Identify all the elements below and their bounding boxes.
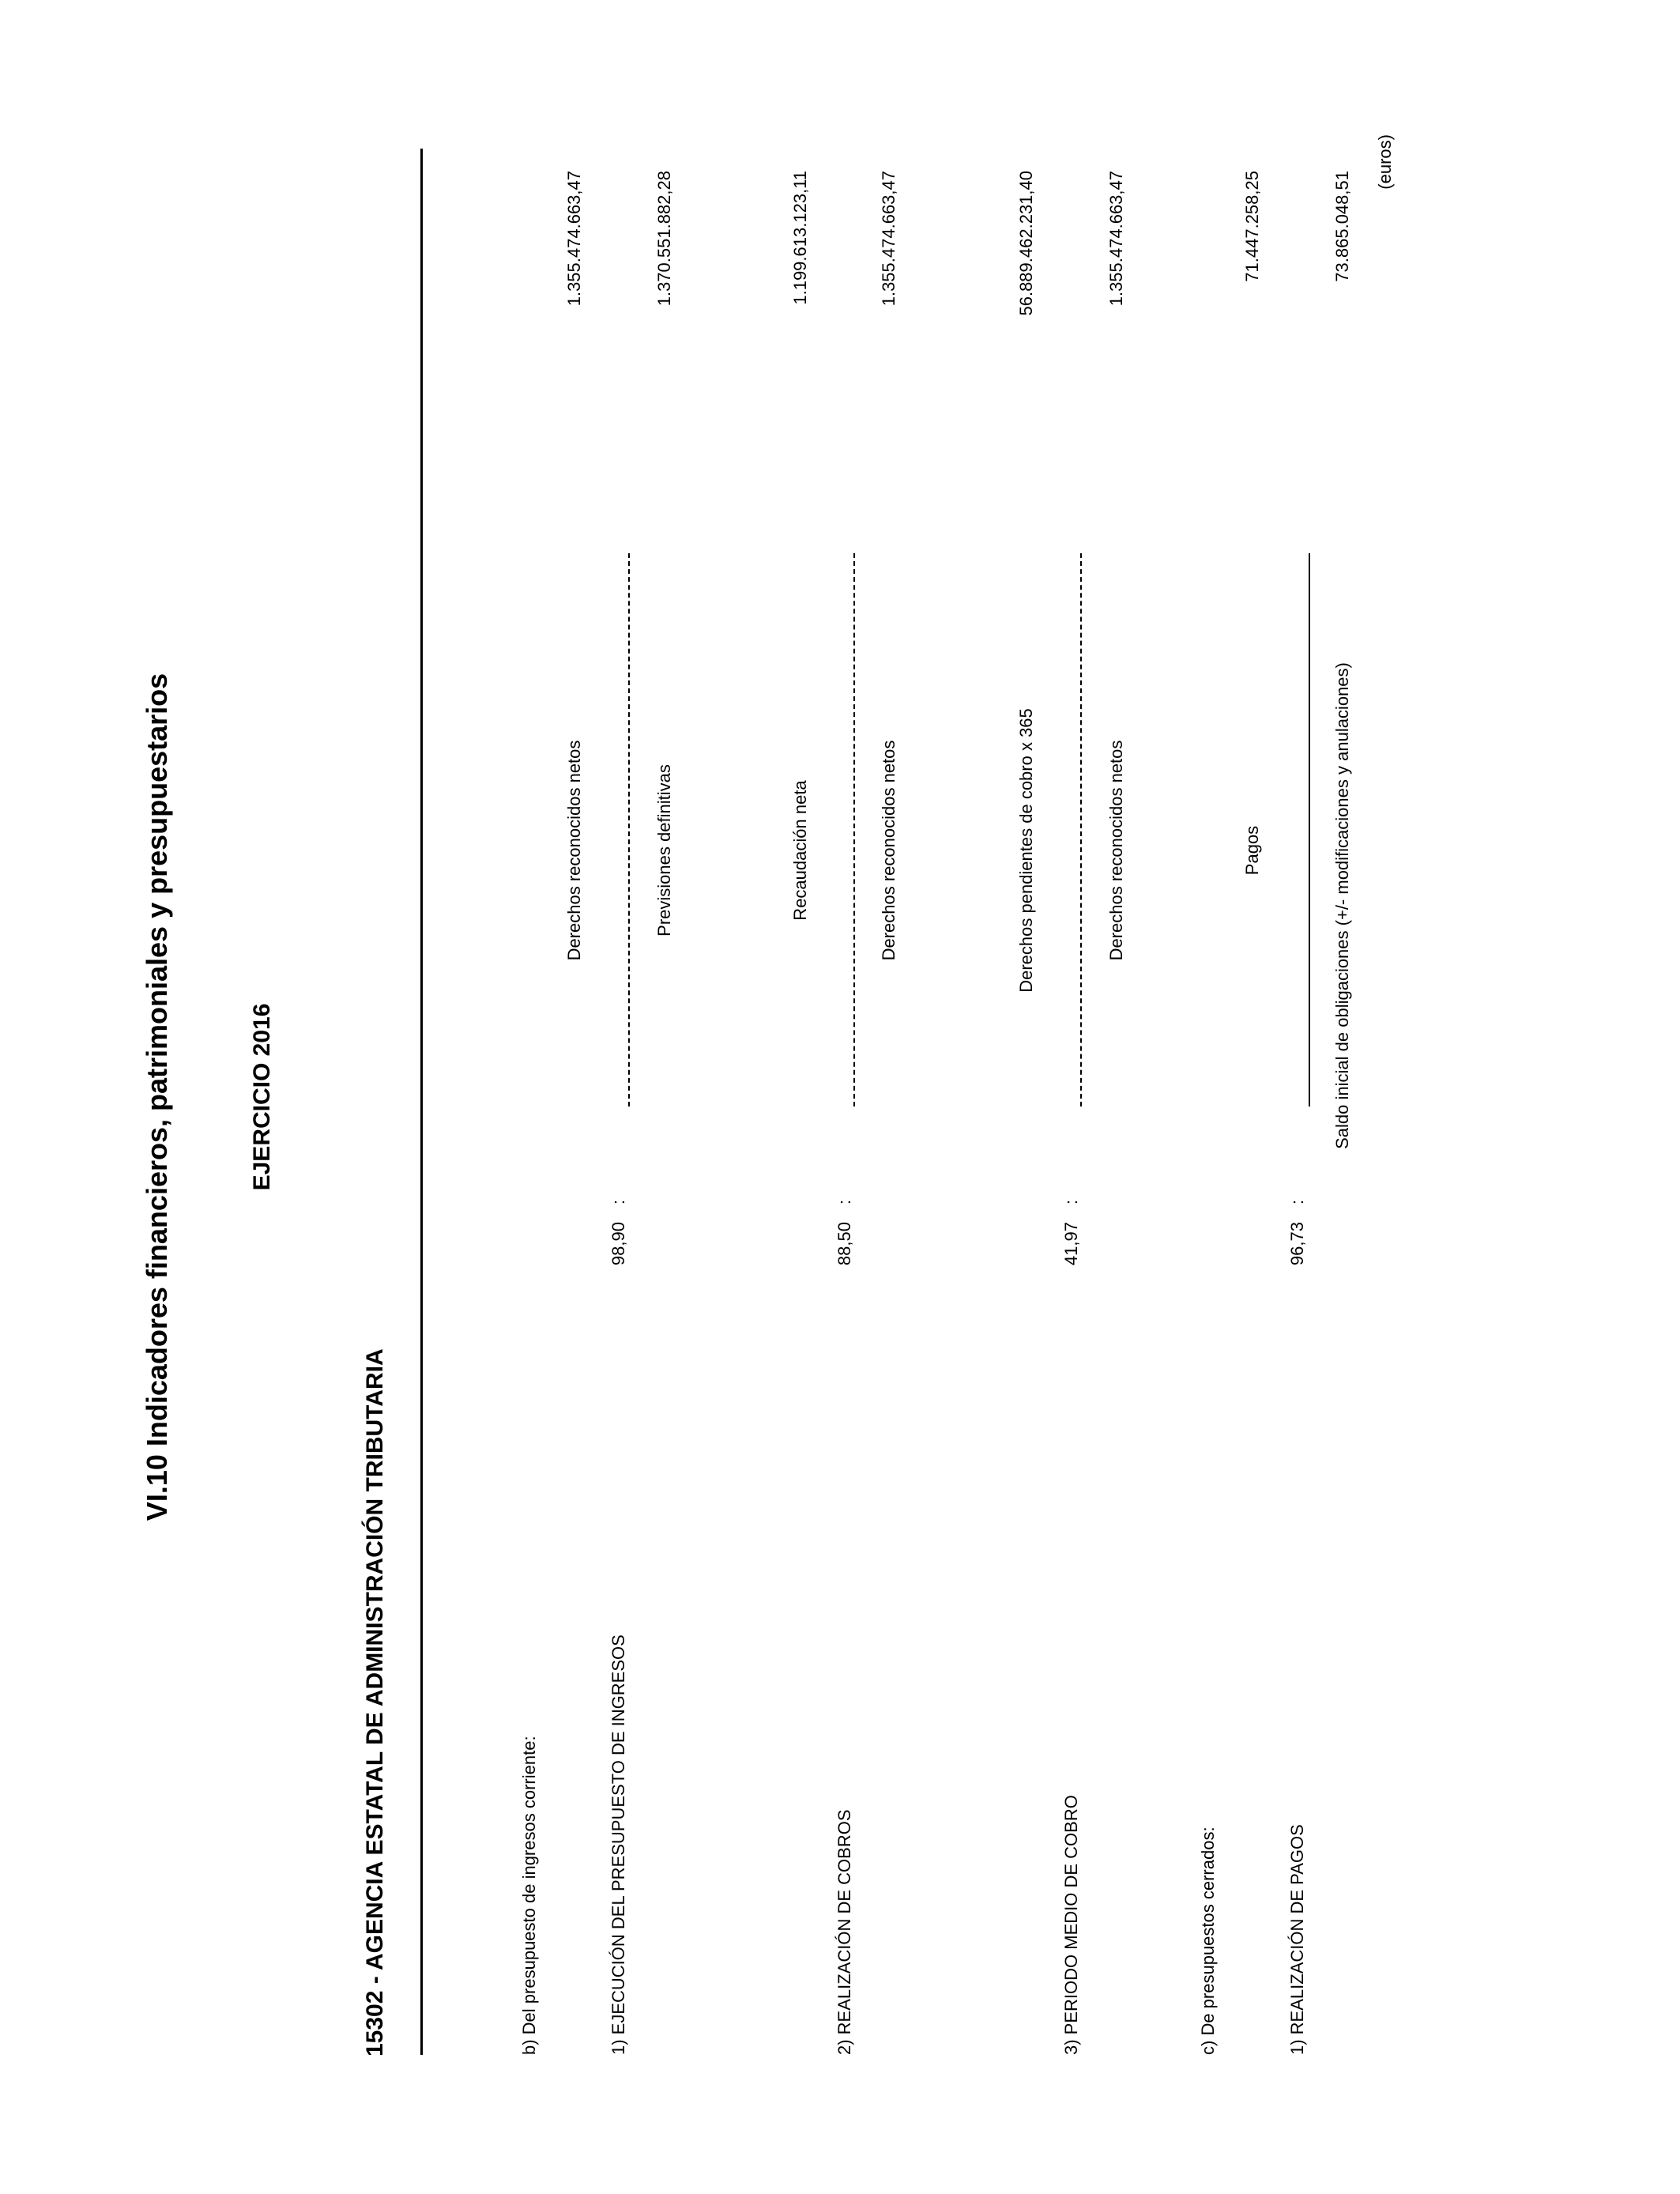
numerator-label: Derechos pendientes de cobro x 365 [1016,708,1036,993]
fraction-line [1309,553,1310,1106]
indicator-separator: : [608,1199,628,1205]
document-title: VI.10 Indicadores financieros, patrimoniales y presupuestarios [141,673,173,1521]
indicator-value: 41,97 [1061,1222,1081,1266]
denominator-label: Previsiones definitivas [654,764,674,937]
units-label: (euros) [1375,134,1395,190]
denominator-label: Derechos reconocidos netos [879,740,898,961]
indicator-value: 98,90 [608,1222,628,1266]
numerator-label: Pagos [1242,825,1262,876]
fraction-line [628,553,630,1106]
indicator-value: 96,73 [1287,1222,1307,1266]
entity-name: 15302 - AGENCIA ESTATAL DE ADMINISTRACIÓN TRIBUTARIA [362,1348,388,2056]
numerator-value: 71.447.258,25 [1242,171,1262,282]
indicator-label: 2) REALIZACIÓN DE COBROS [834,1809,854,2055]
numerator-value: 1.199.613.123,11 [790,171,810,305]
denominator-value: 1.355.474.663,47 [879,171,898,307]
indicator-label: 1) EJECUCIÓN DEL PRESUPUESTO DE INGRESOS [608,1634,628,2055]
indicator-value: 88,50 [834,1222,854,1266]
numerator-value: 1.355.474.663,47 [564,171,584,307]
denominator-label: Derechos reconocidos netos [1106,740,1126,961]
header-rule [420,149,423,2055]
numerator-label: Recaudación neta [790,780,810,921]
indicator-separator: : [1061,1199,1081,1205]
numerator-value: 56.889.462.231,40 [1016,171,1036,316]
fraction-line [853,553,855,1106]
denominator-value: 1.355.474.663,47 [1106,171,1126,307]
indicator-separator: : [1287,1199,1307,1205]
fraction-line [1080,553,1082,1106]
denominator-value: 73.865.048,51 [1332,171,1352,282]
denominator-value: 1.370.551.882,28 [654,171,674,307]
indicator-separator: : [834,1199,854,1205]
numerator-label: Derechos reconocidos netos [564,740,584,961]
indicator-label: 3) PERIODO MEDIO DE COBRO [1061,1795,1081,2055]
section-b-heading: b) Del presupuesto de ingresos corriente: [519,1736,539,2055]
section-c-heading: c) De presupuestos cerrados: [1198,1826,1218,2055]
denominator-label: Saldo inicial de obligaciones (+/- modificaciones y anulaciones) [1332,662,1352,1149]
indicator-label: 1) REALIZACIÓN DE PAGOS [1287,1824,1307,2055]
exercise-year: EJERCICIO 2016 [249,1003,275,1191]
